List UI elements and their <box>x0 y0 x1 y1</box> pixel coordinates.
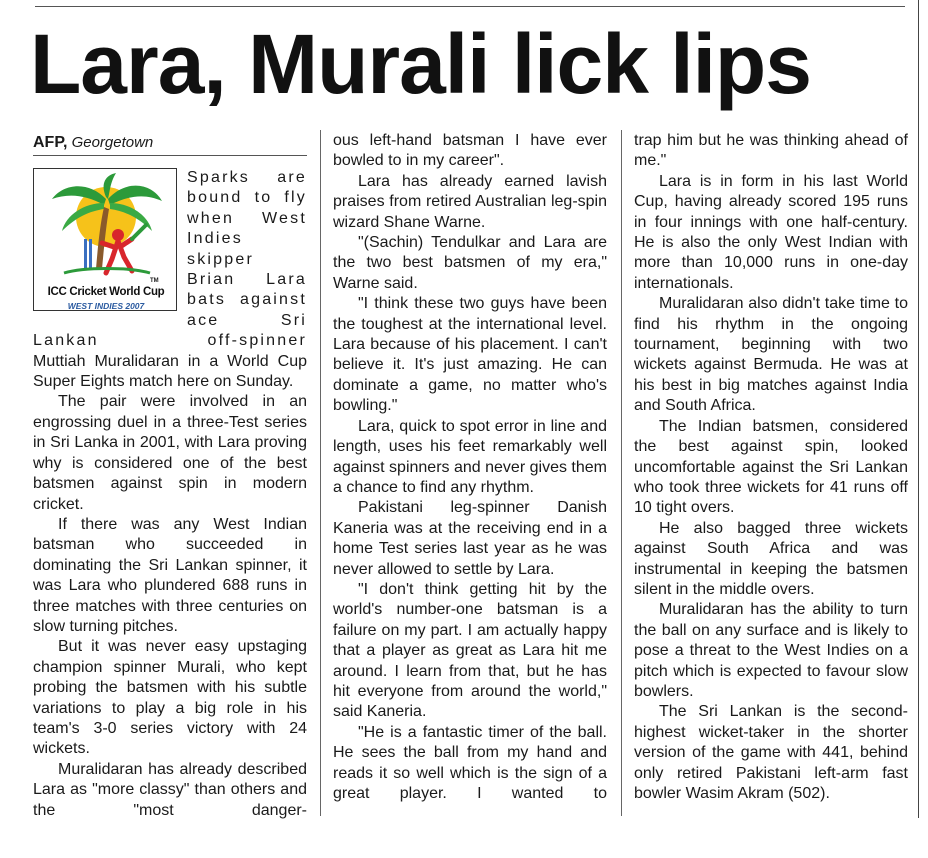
top-rule <box>35 6 905 7</box>
paragraph: If there was any West Indian batsman who succeeded in dominating the Sri Lankan spinner, it was Lara who plundered 688 runs in three matches with three centuries on slow turning pitches. <box>33 515 307 635</box>
paragraph: "He is a fantastic timer of the ball. He sees the ball from my hand and reads it so well which is the sign of a great player. I wanted to <box>333 723 607 802</box>
paragraph: ous left-hand batsman I have ever bowled to in my career". <box>333 132 607 170</box>
paragraph: Lara is in form in his last World Cup, having already scored 195 runs in four innings with one half-century. He is also the only West Indian with more than 10,000 runs in one-day internationals. <box>634 172 908 292</box>
logo-title: ICC Cricket World Cup <box>47 286 165 298</box>
headline: Lara, Murali lick lips <box>30 17 811 111</box>
paragraph: trap him but he was thinking ahead of me." <box>634 132 908 170</box>
article-column-2 <box>333 131 607 804</box>
article-column-1 <box>33 131 307 821</box>
column-separator <box>621 130 622 816</box>
paragraph: Muttiah Muralidaran in a World Cup Super Eights match here on Sunday. <box>33 352 307 391</box>
byline <box>33 131 307 156</box>
paragraph: "I think these two guys have been the toughest at the international level. Lara because of his placement. I can't believe it. It's just amazing. He can dominate a game, no matter who's bowling." <box>333 295 607 415</box>
paragraph: Pakistani leg-spinner Danish Kaneria was at the receiving end in a home Test series last year as he was never allowed to settle by Lara. <box>333 499 607 578</box>
world-cup-logo <box>33 168 177 311</box>
paragraph: "I don't think getting hit by the world's number-one batsman is a failure on my part. I am actually happy that a player as great as Lara hit me around. I learn from that, but he has hit everyone from around the world," said Kaneria. <box>333 580 607 721</box>
paragraph: Lara, quick to spot error in line and length, uses his feet remarkably well against spinners and never gives them a chance to find any rhythm. <box>333 417 607 496</box>
column-separator <box>320 130 321 816</box>
logo-trademark: TM <box>150 278 159 284</box>
byline-place: Georgetown <box>71 134 154 151</box>
right-border-rule <box>918 0 919 818</box>
logo-subtitle: WEST INDIES 2007 <box>67 301 145 311</box>
article-column-3 <box>634 131 908 804</box>
paragraph: The pair were involved in an engrossing duel in a three-Test series in Sri Lanka in 2001, with Lara proving why is considered one of the best batsmen against spin in modern cricket. <box>33 393 307 513</box>
paragraph: Muralidaran has the ability to turn the ball on any surface and is likely to pose a threat to the West Indies on a pitch which is expected to favour slow bowlers. <box>634 601 908 700</box>
paragraph: "(Sachin) Tendulkar and Lara are the two best batsmen of my era," Warne said. <box>333 234 607 292</box>
paragraph: Muralidaran has already described Lara as "more classy" than others and the "most danger- <box>33 760 307 819</box>
paragraph: The Sri Lankan is the second-highest wicket-taker in the shorter version of the game with 441, behind only retired Pakistani left-arm fast bowler Wasim Akram (502). <box>634 703 908 802</box>
paragraph: The Indian batsmen, considered the best against spin, looked uncomfortable against the Sri Lankan who took three wickets for 41 runs off 10 tight overs. <box>634 417 908 517</box>
paragraph: But it was never easy upstaging champion spinner Murali, who kept probing the batsmen with his subtle variations to play a big role in his team's 3-0 series victory with 24 wickets. <box>33 638 307 758</box>
paragraph: Lara has already earned lavish praises from retired Australian leg-spin wizard Shane Warne. <box>333 172 607 231</box>
paragraph: Sparks are bound to fly when West Indies skipper Brian Lara bats against ace Sri Lankan off-spinner <box>33 169 307 350</box>
paragraph: Muralidaran also didn't take time to find his rhythm in the ongoing tournament, beginning with two wickets against Bermuda. He was at his best in big matches against India and South Africa. <box>634 295 908 415</box>
byline-agency: AFP, <box>33 134 68 151</box>
paragraph: He also bagged three wickets against South Africa and was instrumental in keeping the batsmen silent in the middle overs. <box>634 519 908 598</box>
